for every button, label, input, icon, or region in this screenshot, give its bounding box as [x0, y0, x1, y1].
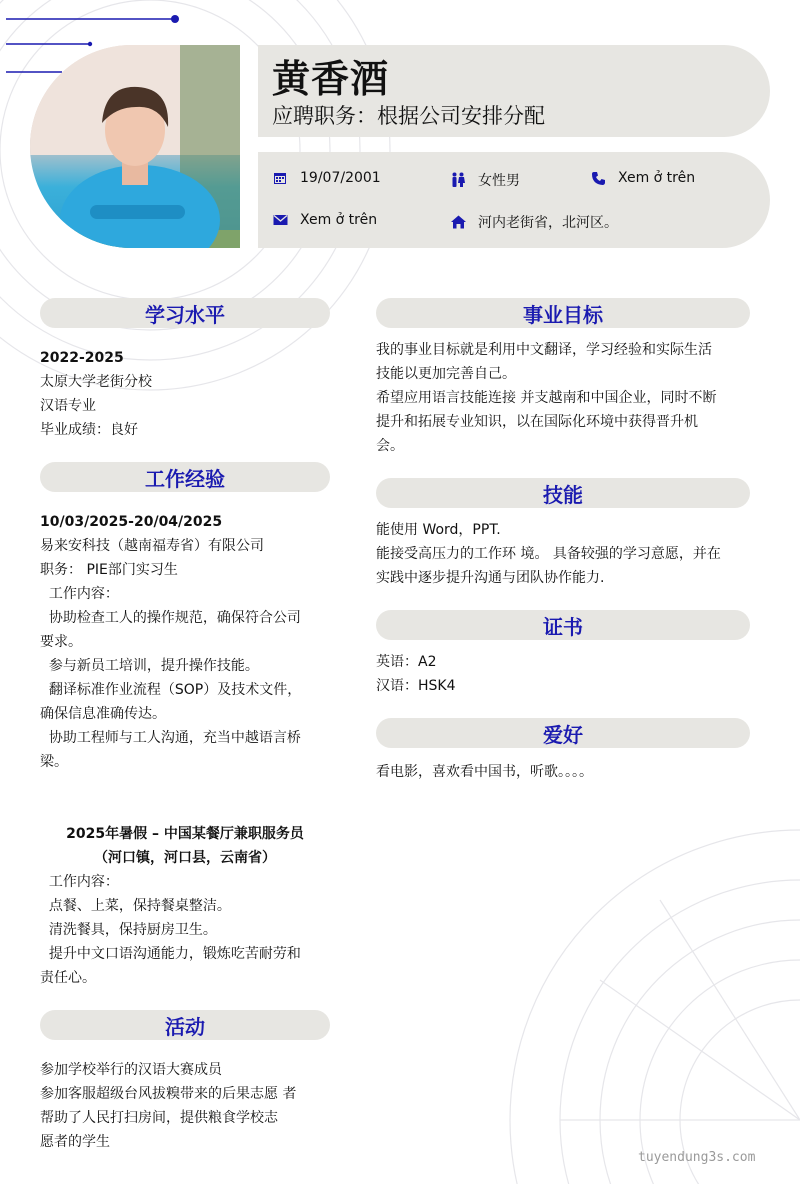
cert-english: 英语：A2	[376, 654, 437, 670]
skills-line-3: 实践中逐步提升沟通与团队协作能力.	[376, 570, 605, 586]
education-period: 2022-2025	[40, 350, 124, 366]
site-watermark: tuyendung3s.com	[638, 1150, 756, 1165]
skills-line-1: 能使用 Word，PPT.	[376, 522, 501, 538]
profile-photo	[30, 45, 240, 248]
career-line-1: 我的事业目标就是利用中文翻译，学习经验和实际生活	[376, 342, 712, 358]
address-item	[450, 212, 618, 232]
email-icon	[272, 212, 288, 228]
job-position: 应聘职务：根据公司安排分配	[272, 104, 545, 128]
job1-duty-1: 协助检查工人的操作规范，确保符合公司	[40, 610, 301, 626]
job1-duty-3: 翻译标准作业流程（SOP）及技术文件，	[40, 682, 302, 698]
email-item	[272, 212, 377, 228]
gender-icon	[450, 172, 466, 188]
job2-location: （河口镇，河口县，云南省）	[94, 850, 276, 866]
calendar-icon	[272, 170, 288, 186]
job1-period: 10/03/2025-20/04/2025	[40, 514, 223, 530]
career-line-3: 希望应用语言技能连接 并支越南和中国企业，同时不断	[376, 390, 717, 406]
cert-chinese: 汉语：HSK4	[376, 678, 456, 694]
career-heading: 事业目标	[376, 298, 750, 328]
certificates-heading: 证书	[376, 610, 750, 640]
gender-item	[450, 170, 520, 190]
hobbies-line-1: 看电影，喜欢看中国书，听歌。。。。	[376, 764, 593, 780]
phone-icon	[590, 170, 606, 186]
education-heading: 学习水平	[40, 298, 330, 328]
activities-heading: 活动	[40, 1010, 330, 1040]
education-major: 汉语专业	[40, 398, 96, 414]
job2-duty-3: 提升中文口语沟通能力，锻炼吃苦耐劳和	[40, 946, 301, 962]
job1-duties-label: 工作内容：	[40, 586, 119, 602]
job1-duty-3-cont: 确保信息准确传达。	[40, 706, 166, 722]
activity-line-3: 帮助了人民打扫房间，提供粮食学校志	[40, 1110, 278, 1126]
job1-duty-2: 参与新员工培训，提升操作技能。	[40, 658, 259, 674]
education-grade: 毕业成绩：良好	[40, 422, 138, 438]
job1-duty-1-cont: 要求。	[40, 634, 82, 650]
phone-item	[590, 170, 695, 186]
email-value: Xem ở trên	[300, 212, 378, 228]
address-value: 河内老街省，北河区。	[478, 215, 618, 231]
career-line-4: 提升和拓展专业知识，以在国际化环境中获得晋升机	[376, 414, 698, 430]
job1-company: 易来安科技（越南福寿省）有限公司	[40, 538, 264, 554]
birthday-value: 19/07/2001	[300, 170, 381, 186]
birthday-item	[272, 170, 381, 186]
job1-duty-4: 协助工程师与工人沟通，充当中越语言桥	[40, 730, 301, 746]
activity-line-2: 参加客服超级台风拔糗带来的后果志愿 者	[40, 1086, 297, 1102]
contact-panel	[258, 152, 770, 248]
activity-line-1: 参加学校举行的汉语大赛成员	[40, 1062, 222, 1078]
activity-line-4: 愿者的学生	[40, 1134, 110, 1150]
experience-heading: 工作经验	[40, 462, 330, 492]
education-school: 太原大学老街分校	[40, 374, 152, 390]
career-line-5: 会。	[376, 438, 404, 454]
skills-line-2: 能接受高压力的工作环 境。 具备较强的学习意愿，并在	[376, 546, 721, 562]
job2-duty-2: 清洗餐具，保持厨房卫生。	[40, 922, 217, 938]
phone-value: Xem ở trên	[618, 170, 696, 186]
skills-heading: 技能	[376, 478, 750, 508]
job2-duties-label: 工作内容：	[40, 874, 119, 890]
hobbies-heading: 爱好	[376, 718, 750, 748]
candidate-name: 黄香酒	[272, 57, 390, 101]
job2-duty-3-cont: 责任心。	[40, 970, 96, 986]
home-icon	[450, 214, 466, 230]
job2-duty-1: 点餐、上菜，保持餐桌整洁。	[40, 898, 231, 914]
job1-position: 职务： PIE部门实习生	[40, 562, 178, 578]
gender-value: 女性男	[478, 173, 520, 189]
job2-title: 2025年暑假 – 中国某餐厅兼职服务员	[66, 826, 304, 842]
career-line-2: 技能以更加完善自己。	[376, 366, 516, 382]
profile-photo-illustration	[30, 45, 240, 248]
job1-duty-4-cont: 梁。	[40, 754, 68, 770]
